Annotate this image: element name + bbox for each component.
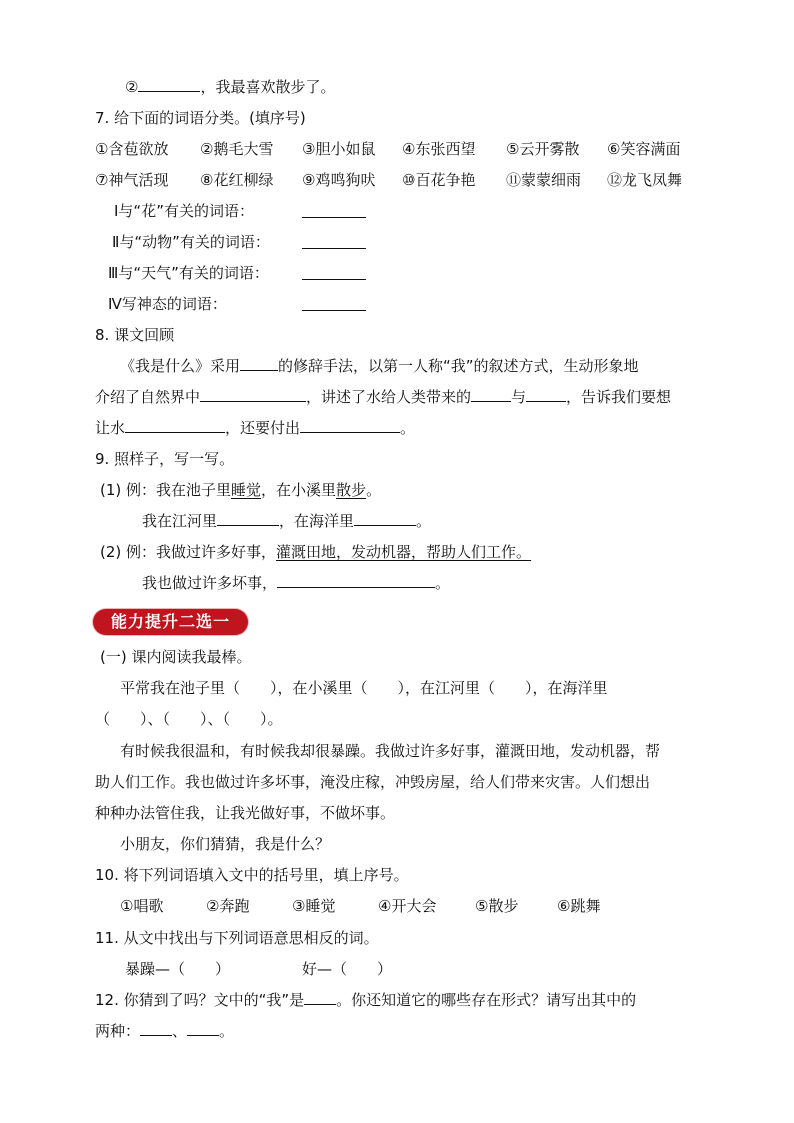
section-badge: 能力提升二选一 xyxy=(93,609,248,635)
q7-category-3: Ⅲ与“天气”有关的词语： xyxy=(108,264,269,282)
answer-blank[interactable] xyxy=(200,387,306,402)
q9-example-1: (1) 例：我在池子里睡觉，在小溪里散步。 xyxy=(100,481,382,499)
answer-blank[interactable] xyxy=(302,296,366,311)
answer-blank[interactable] xyxy=(302,234,366,249)
q8-line-1: 《我是什么》采用 的修辞手法，以第一人称“我”的叙述方式，生动形象地 xyxy=(120,357,639,375)
q11-antonym-1: 暴躁—（ ） xyxy=(125,960,231,978)
answer-blank[interactable] xyxy=(304,990,336,1005)
word-item: ⑫龙飞凤舞 xyxy=(607,171,683,189)
answer-blank[interactable] xyxy=(526,387,566,402)
word-item: ⑤云开雾散 xyxy=(506,140,580,158)
q7-title: 7. 给下面的词语分类。(填序号) xyxy=(95,109,306,127)
q10-title: 10. 将下列词语填入文中的括号里，填上序号。 xyxy=(95,866,409,884)
q12-line-2: 两种： 、 。 xyxy=(95,1022,235,1040)
answer-blank[interactable] xyxy=(300,418,400,433)
word-item: ⑥笑容满面 xyxy=(607,140,681,158)
q9-title: 9. 照样子，写一写。 xyxy=(95,450,235,468)
option-item: ⑤散步 xyxy=(475,897,519,915)
q9-example-2: (2) 例：我做过许多好事，灌溉田地，发动机器，帮助人们工作。 xyxy=(100,543,532,561)
word-item: ③胆小如鼠 xyxy=(302,140,376,158)
q9-answer-2: 我也做过许多坏事， 。 xyxy=(142,574,451,592)
answer-blank[interactable] xyxy=(125,418,225,433)
word-item: ⑦神气活现 xyxy=(95,171,169,189)
reading-p2-line-3: 种种办法管住我，让我光做好事，不做坏事。 xyxy=(95,804,396,822)
word-item: ①含苞欲放 xyxy=(95,140,169,158)
word-item: ⑨鸡鸣狗吠 xyxy=(302,171,376,189)
reading-p1-line-1: 平常我在池子里（ ），在小溪里（ ），在江河里（ ），在海洋里 xyxy=(120,679,608,697)
option-item: ④开大会 xyxy=(378,897,437,915)
reading-p2-line-2: 助人们工作。我也做过许多坏事，淹没庄稼，冲毁房屋，给人们带来灾害。人们想出 xyxy=(95,773,651,791)
q7-word-row-2 xyxy=(95,170,682,190)
q7-category-4: Ⅳ写神态的词语： xyxy=(108,295,227,313)
word-item: ⑪蒙蒙细雨 xyxy=(506,171,582,189)
word-item: ⑧花红柳绿 xyxy=(200,171,274,189)
q11-title: 11. 从文中找出与下列词语意思相反的词。 xyxy=(95,929,379,947)
q8-title: 8. 课文回顾 xyxy=(95,326,175,344)
q7-category-2: Ⅱ与“动物”有关的词语： xyxy=(112,233,270,251)
answer-blank[interactable] xyxy=(277,573,435,588)
word-item: ②鹅毛大雪 xyxy=(200,140,274,158)
answer-blank[interactable] xyxy=(138,77,200,92)
answer-blank[interactable] xyxy=(302,265,366,280)
answer-blank[interactable] xyxy=(187,1021,219,1036)
answer-blank[interactable] xyxy=(217,511,279,526)
option-item: ①唱歌 xyxy=(120,897,164,915)
word-item: ④东张西望 xyxy=(402,140,476,158)
q8-line-3: 让水 ，还要付出 。 xyxy=(95,419,416,437)
option-item: ⑥跳舞 xyxy=(557,897,601,915)
option-item: ③睡觉 xyxy=(292,897,336,915)
answer-blank[interactable] xyxy=(354,511,416,526)
answer-blank[interactable] xyxy=(240,356,278,371)
q7-word-row-1 xyxy=(95,139,680,159)
q6-item2: ② ，我最喜欢散步了。 xyxy=(125,78,336,96)
q7-category-1: Ⅰ与“花”有关的词语： xyxy=(114,202,254,220)
reading-p1-line-2: （ ）、（ ）、（ ）。 xyxy=(95,710,283,728)
q12-line-1: 12. 你猜到了吗？文中的“我”是 。你还知道它的哪些存在形式？请写出其中的 xyxy=(95,991,637,1009)
answer-blank[interactable] xyxy=(140,1021,172,1036)
q11-antonym-2: 好—（ ） xyxy=(302,960,393,978)
reading-p2-line-1: 有时候我很温和，有时候我却很暴躁。我做过许多好事，灌溉田地，发动机器，帮 xyxy=(120,742,661,760)
q8-line-2: 介绍了自然界中 ，讲述了水给人类带来的 与 ，告诉我们要想 xyxy=(95,388,672,406)
q9-answer-1: 我在江河里 ，在海洋里 。 xyxy=(142,512,432,530)
answer-blank[interactable] xyxy=(302,203,366,218)
reading-p3: 小朋友，你们猜猜，我是什么？ xyxy=(120,835,331,853)
word-item: ⑩百花争艳 xyxy=(402,171,476,189)
q10-options xyxy=(120,896,600,916)
reading-title: (一) 课内阅读我最棒。 xyxy=(100,648,252,666)
answer-blank[interactable] xyxy=(471,387,511,402)
option-item: ②奔跑 xyxy=(206,897,250,915)
